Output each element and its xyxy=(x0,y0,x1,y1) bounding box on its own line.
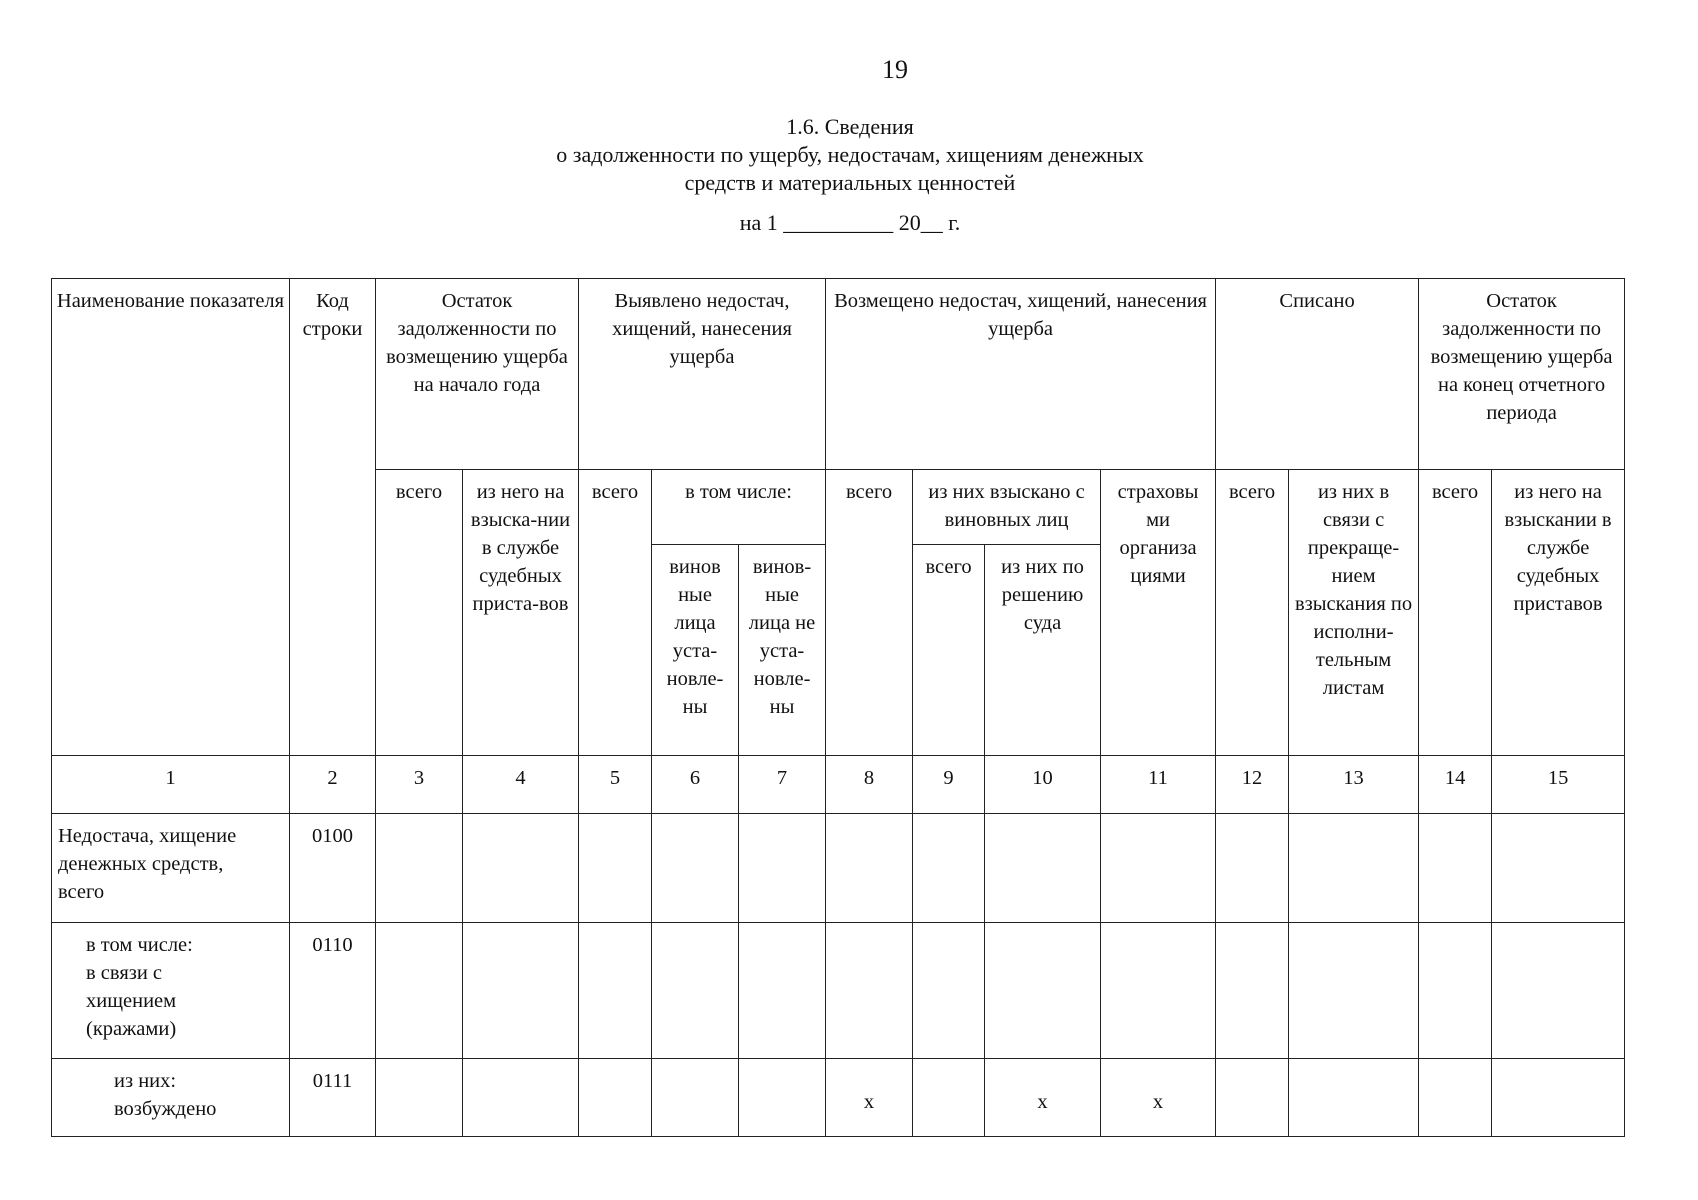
data-cell[interactable] xyxy=(1492,923,1625,1059)
row-name xyxy=(52,814,290,923)
row-name-line: возбуждено xyxy=(114,1098,217,1120)
column-number: 14 xyxy=(1419,756,1492,814)
page-number: 19 xyxy=(882,55,908,84)
header-col3-total: всего xyxy=(376,470,463,756)
data-cell[interactable] xyxy=(913,814,985,923)
data-cell-crossed: x xyxy=(826,1059,913,1137)
column-number: 15 xyxy=(1492,756,1625,814)
header-col12-total: всего xyxy=(1216,470,1289,756)
column-number: 1 xyxy=(52,756,290,814)
data-cell[interactable] xyxy=(376,923,463,1059)
title-line-1: 1.6. Сведения xyxy=(786,114,914,139)
row-name-line: денежных средств, xyxy=(58,853,224,875)
data-cell[interactable] xyxy=(826,923,913,1059)
header-col6-culprits-found: винов ные лица уста-новле-ны xyxy=(652,545,739,756)
row-name-line: хищением xyxy=(86,990,177,1012)
data-cell[interactable] xyxy=(1492,814,1625,923)
data-cell[interactable] xyxy=(1216,814,1289,923)
row-name-line: Недостача, хищение xyxy=(58,825,237,847)
data-cell[interactable] xyxy=(652,923,739,1059)
debt-report-table xyxy=(51,278,1625,1137)
header-written-off: Списано xyxy=(1216,279,1419,470)
data-cell[interactable] xyxy=(1101,923,1216,1059)
data-cell-crossed: x xyxy=(985,1059,1101,1137)
data-cell[interactable] xyxy=(913,1059,985,1137)
header-col11-insurers: страховы ми организа циями xyxy=(1101,470,1216,756)
header-col10-by-court: из них по решению суда xyxy=(985,545,1101,756)
column-number: 13 xyxy=(1289,756,1419,814)
row-name xyxy=(52,1059,290,1137)
header-col9-total: всего xyxy=(913,545,985,756)
table-row xyxy=(52,814,1625,923)
table-row xyxy=(52,1059,1625,1137)
data-cell[interactable] xyxy=(579,814,652,923)
header-col7-culprits-not-found: винов-ные лица не уста-новле-ны xyxy=(739,545,826,756)
table-row xyxy=(52,923,1625,1059)
column-number: 9 xyxy=(913,756,985,814)
data-cell[interactable] xyxy=(1289,814,1419,923)
column-number: 6 xyxy=(652,756,739,814)
header-col8-total: всего xyxy=(826,470,913,756)
data-cell[interactable] xyxy=(1101,814,1216,923)
row-name-line: в том числе: xyxy=(86,934,193,956)
header-recovered-from-culprits: из них взыскано с виновных лиц xyxy=(913,470,1101,545)
header-name: Наименование показателя xyxy=(52,279,290,756)
header-col13-termination: из них в связи с прекраще-нием взыскания по исполни-тельным листам xyxy=(1289,470,1419,756)
column-number: 3 xyxy=(376,756,463,814)
row-code: 0110 xyxy=(290,923,376,1059)
header-closing-balance: Остаток задолженности по возмещению ущерба на конец отчетного периода xyxy=(1419,279,1625,470)
data-cell[interactable] xyxy=(1289,1059,1419,1137)
row-name-line: (кражами) xyxy=(86,1018,177,1040)
header-col15-bailiffs: из него на взыскании в службе судебных приставов xyxy=(1492,470,1625,756)
data-cell[interactable] xyxy=(1216,1059,1289,1137)
row-name-line: всего xyxy=(58,881,105,903)
data-cell[interactable] xyxy=(463,923,579,1059)
data-cell[interactable] xyxy=(579,923,652,1059)
data-cell[interactable] xyxy=(1419,923,1492,1059)
data-cell[interactable] xyxy=(1419,814,1492,923)
header-opening-balance: Остаток задолженности по возмещению ущерба на начало года xyxy=(376,279,579,470)
data-cell[interactable] xyxy=(985,814,1101,923)
report-date-line: на 1 __________ 20__ г. xyxy=(739,210,961,235)
data-cell[interactable] xyxy=(652,1059,739,1137)
data-cell-crossed: x xyxy=(1101,1059,1216,1137)
data-cell[interactable] xyxy=(913,923,985,1059)
data-cell[interactable] xyxy=(376,814,463,923)
header-row-1 xyxy=(52,279,1625,470)
row-name-line: в связи с xyxy=(86,962,163,984)
row-name xyxy=(52,923,290,1059)
document-title xyxy=(0,113,1698,197)
data-cell[interactable] xyxy=(1492,1059,1625,1137)
header-code: Код строки xyxy=(290,279,376,756)
column-number: 7 xyxy=(739,756,826,814)
data-cell[interactable] xyxy=(579,1059,652,1137)
header-including: в том числе: xyxy=(652,470,826,545)
column-number: 8 xyxy=(826,756,913,814)
title-line-3: средств и материальных ценностей xyxy=(684,170,1016,195)
header-col14-total: всего xyxy=(1419,470,1492,756)
header-detected: Выявлено недостач, хищений, нанесения ущерба xyxy=(579,279,826,470)
header-col5-total: всего xyxy=(579,470,652,756)
title-line-2: о задолженности по ущербу, недостачам, хищениям денежных xyxy=(556,142,1144,167)
data-cell[interactable] xyxy=(463,814,579,923)
data-cell[interactable] xyxy=(985,923,1101,1059)
column-number: 12 xyxy=(1216,756,1289,814)
row-code: 0111 xyxy=(290,1059,376,1137)
data-cell[interactable] xyxy=(463,1059,579,1137)
data-cell[interactable] xyxy=(376,1059,463,1137)
column-number: 5 xyxy=(579,756,652,814)
data-cell[interactable] xyxy=(1419,1059,1492,1137)
header-compensated: Возмещено недостач, хищений, нанесения ущерба xyxy=(826,279,1216,470)
data-cell[interactable] xyxy=(652,814,739,923)
row-name-line: из них: xyxy=(114,1070,177,1092)
header-col4-bailiffs: из него на взыска-нии в службе судебных приста-вов xyxy=(463,470,579,756)
data-cell[interactable] xyxy=(739,923,826,1059)
column-number: 10 xyxy=(985,756,1101,814)
data-cell[interactable] xyxy=(739,1059,826,1137)
data-cell[interactable] xyxy=(739,814,826,923)
data-cell[interactable] xyxy=(826,814,913,923)
column-number: 11 xyxy=(1101,756,1216,814)
column-number-row xyxy=(52,756,1625,814)
row-code: 0100 xyxy=(290,814,376,923)
column-number: 4 xyxy=(463,756,579,814)
data-cell[interactable] xyxy=(1216,923,1289,1059)
data-cell[interactable] xyxy=(1289,923,1419,1059)
column-number: 2 xyxy=(290,756,376,814)
